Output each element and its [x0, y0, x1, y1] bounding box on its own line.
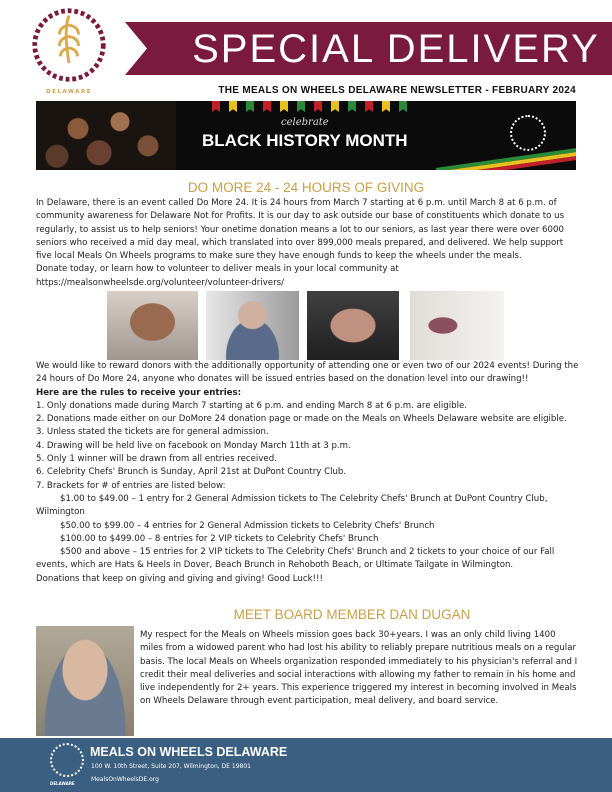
footer-logo-subtitle: DELAWARE: [50, 781, 75, 786]
senior-photo-2: [206, 291, 299, 360]
footer-logo-icon: [50, 743, 84, 777]
flag: [365, 101, 373, 112]
flag: [280, 101, 288, 112]
senior-photo-3: [307, 291, 399, 360]
banner-script-text: celebrate: [281, 117, 329, 128]
board-member-photo: [36, 626, 134, 736]
rule-item: 3. Unless stated the tickets are for general admission.: [36, 427, 269, 438]
rule-item: 1. Only donations made during March 7 starting at 6 p.m. and ending March 8 at 6 p.m. are eligible.: [36, 400, 467, 411]
newsletter-subtitle: THE MEALS ON WHEELS DELAWARE NEWSLETTER - FEBRUARY 2024: [218, 85, 576, 96]
rule-item: 6. Celebrity Chefs' Brunch is Sunday, April 21st at DuPont Country Club.: [36, 467, 347, 478]
volunteer-link-text: Donate today, or learn how to volunteer to deliver meals in your local community at https://mealsonwheelsde.org/volunteer/volunteer-drivers/: [36, 264, 399, 288]
rules-list: [36, 400, 581, 493]
flag: [297, 101, 305, 112]
do-more-24-body: [36, 197, 581, 290]
flag: [246, 101, 254, 112]
senior-photo-1: [107, 291, 198, 360]
flag: [263, 101, 271, 112]
bracket-item: $500 and above – 15 entries for 2 VIP tickets to The Celebrity Chefs' Brunch and 2 tickets to your choice of our Fall events, which are Hats & Heels in Dover, Beach Brunch in Rehoboth Beach, or Ultimate Tailgate in Wilmington.: [36, 547, 555, 571]
banner-logo-icon: [510, 115, 546, 151]
flag: [382, 101, 390, 112]
rule-item: 2. Donations made either on our DoMore 24 donation page or made on the Meals on Wheels Delaware website are eligible.: [36, 414, 567, 425]
flag: [399, 101, 407, 112]
flag: [212, 101, 220, 112]
board-member-body: My respect for the Meals on Wheels mission goes back 30+years. I was an only child living 1400 miles from a widowed parent who had lost his ability to reliably prepare nutritious meals on a regular basis. The local Meals on Wheels organization responded immediately to his physician's referral and I credit their meal deliveries and social interactions with allowing my father to remain in his home and live independently for 2+ years. This experience triggered my interest in becoming involved in Meals on Wheels Delaware through event participation, meal delivery, and board service.: [140, 630, 578, 707]
flag: [348, 101, 356, 112]
bracket-item: $50.00 to $99.00 – 4 entries for 2 General Admission tickets to Celebrity Chefs' Brunch: [60, 520, 435, 531]
intro-paragraph: We would like to reward donors with the additionally opportunity of attending one or even two of our 2024 events! During the 24 hours of Do More 24, anyone who donates will be issued entries based on the donation level into our drawing!!: [36, 361, 579, 385]
drawing-rules-section: [36, 360, 581, 586]
rule-item: 5. Only 1 winner will be drawn from all entries received.: [36, 454, 277, 465]
section-heading-board-member: MEET BOARD MEMBER DAN DUGAN: [233, 607, 471, 622]
rule-item: 4. Drawing will be held live on facebook on Monday March 11th at 3 p.m.: [36, 440, 351, 451]
banner-text: BLACK HISTORY MONTH: [202, 131, 408, 150]
senior-photo-4: [410, 291, 504, 360]
footer-website-link[interactable]: MealsOnWheelsDE.org: [91, 776, 159, 783]
meals-on-wheels-logo: [30, 6, 108, 84]
footer-org-name: MEALS ON WHEELS DELAWARE: [90, 745, 288, 759]
logo-subtitle: DELAWARE: [46, 89, 92, 95]
black-history-month-banner: [36, 101, 576, 170]
historical-figures-illustration: [36, 101, 176, 170]
brackets-list: [36, 493, 581, 573]
bracket-item: $100.00 to $499.00 – 8 entries for 2 VIP tickets to Celebrity Chefs' Brunch: [60, 533, 379, 544]
closing-line: Donations that keep on giving and giving and giving! Good Luck!!!: [36, 573, 323, 584]
bracket-item: $1.00 to $49.00 – 1 entry for 2 General Admission tickets to The Celebrity Chefs' Brunch at DuPont Country Club, Wilmington: [36, 493, 548, 518]
rules-heading: Here are the rules to receive your entries:: [36, 387, 242, 398]
footer-address: 100 W. 10th Street, Suite 207, Wilmington, DE 19801: [91, 763, 251, 770]
flag: [314, 101, 322, 112]
footer: [0, 738, 612, 792]
flag: [229, 101, 237, 112]
paragraph: In Delaware, there is an event called Do More 24. It is 24 hours from March 7 starting at 6 p.m. until March 8 at 6 p.m. of community awareness for Delaware Not for Profits. It is our day to ask outside our base of constituents which donate to us regularly, to assist us to help seniors! Your onetime donation means a lot to our seniors, as last year there were over 6000 seniors who received a mid day meal, which translated into over 899,000 meals prepared, and delivered. We help support five local Meals On Wheels programs to make sure they have enough funds to keep the wheels under the meals.: [36, 198, 565, 262]
flag: [331, 101, 339, 112]
rule-item: 7. Brackets for # of entries are listed below:: [36, 480, 226, 491]
section-heading-do-more-24: DO MORE 24 - 24 HOURS OF GIVING: [187, 180, 425, 195]
newsletter-title: SPECIAL DELIVERY: [192, 27, 600, 71]
